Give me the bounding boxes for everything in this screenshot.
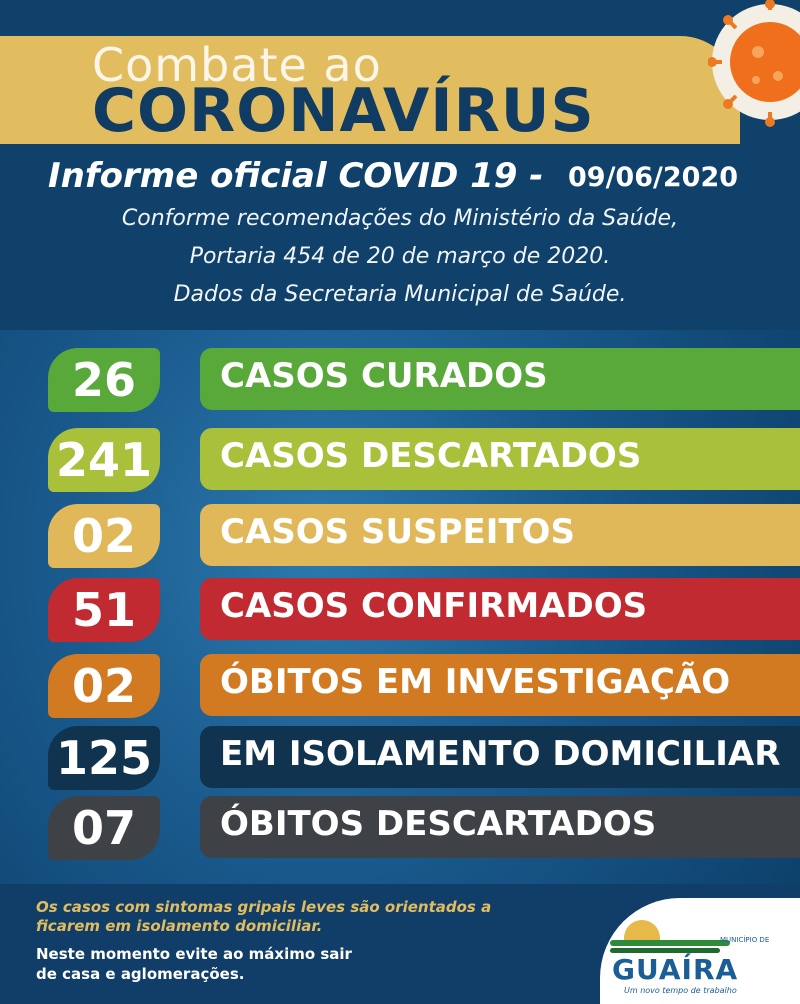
stat-value: 02 bbox=[71, 509, 136, 563]
footer-note-warning: Neste momento evite ao máximo sair de casa e aglomerações. bbox=[36, 945, 352, 983]
stat-value: 51 bbox=[71, 583, 136, 637]
stat-label-bar bbox=[200, 654, 800, 716]
stat-label-bar bbox=[200, 428, 800, 490]
coronavirus-icon bbox=[708, 0, 800, 140]
stat-label: CASOS CONFIRMADOS bbox=[220, 586, 648, 626]
stat-value-badge bbox=[48, 348, 160, 412]
stat-row bbox=[0, 578, 800, 642]
logo-municipio-label: MUNICÍPIO DE bbox=[720, 936, 770, 944]
logo-name: GUAÍRA bbox=[612, 953, 739, 986]
stat-label: CASOS DESCARTADOS bbox=[220, 436, 642, 476]
stat-row bbox=[0, 428, 800, 492]
stat-value: 26 bbox=[71, 353, 136, 407]
stat-row bbox=[0, 796, 800, 860]
subtitle-line1: Conforme recomendações do Ministério da Saúde, bbox=[121, 206, 679, 231]
guaira-logo bbox=[600, 898, 800, 1004]
logo-tagline: Um novo tempo de trabalho bbox=[624, 986, 737, 995]
stat-value: 125 bbox=[55, 731, 153, 785]
stat-label: ÓBITOS EM INVESTIGAÇÃO bbox=[220, 662, 731, 702]
stat-value-badge bbox=[48, 726, 160, 790]
stat-label-bar bbox=[200, 504, 800, 566]
stat-value-badge bbox=[48, 578, 160, 642]
stat-label: ÓBITOS DESCARTADOS bbox=[220, 804, 657, 844]
stat-value-badge bbox=[48, 428, 160, 492]
stat-label: CASOS SUSPEITOS bbox=[220, 512, 575, 552]
stat-row bbox=[0, 504, 800, 568]
stat-value-badge bbox=[48, 796, 160, 860]
stat-value-badge bbox=[48, 654, 160, 718]
informe-label: Informe oficial COVID 19 - bbox=[48, 156, 544, 196]
footer-note-orientation: Os casos com sintomas gripais leves são orientados a ficarem em isolamento domiciliar. bbox=[36, 898, 492, 935]
title-line1: Combate ao bbox=[92, 38, 382, 92]
title-line2: CORONAVÍRUS bbox=[92, 76, 595, 146]
stat-value: 07 bbox=[71, 801, 136, 855]
stat-value-badge bbox=[48, 504, 160, 568]
stat-value: 241 bbox=[55, 433, 153, 487]
stat-label: EM ISOLAMENTO DOMICILIAR bbox=[220, 734, 781, 774]
stat-row bbox=[0, 654, 800, 718]
stat-label-bar bbox=[200, 578, 800, 640]
stat-label: CASOS CURADOS bbox=[220, 356, 548, 396]
stat-label-bar bbox=[200, 796, 800, 858]
subtitle-line3: Dados da Secretaria Municipal de Saúde. bbox=[173, 282, 627, 307]
stat-label-bar bbox=[200, 726, 800, 788]
field-stripe bbox=[610, 940, 730, 946]
subtitle-line2: Portaria 454 de 20 de março de 2020. bbox=[189, 244, 611, 269]
stat-label-bar bbox=[200, 348, 800, 410]
informe-date: 09/06/2020 bbox=[568, 162, 739, 193]
sun-icon bbox=[624, 920, 660, 940]
stat-row bbox=[0, 726, 800, 790]
stat-value: 02 bbox=[71, 659, 136, 713]
stat-row bbox=[0, 348, 800, 412]
